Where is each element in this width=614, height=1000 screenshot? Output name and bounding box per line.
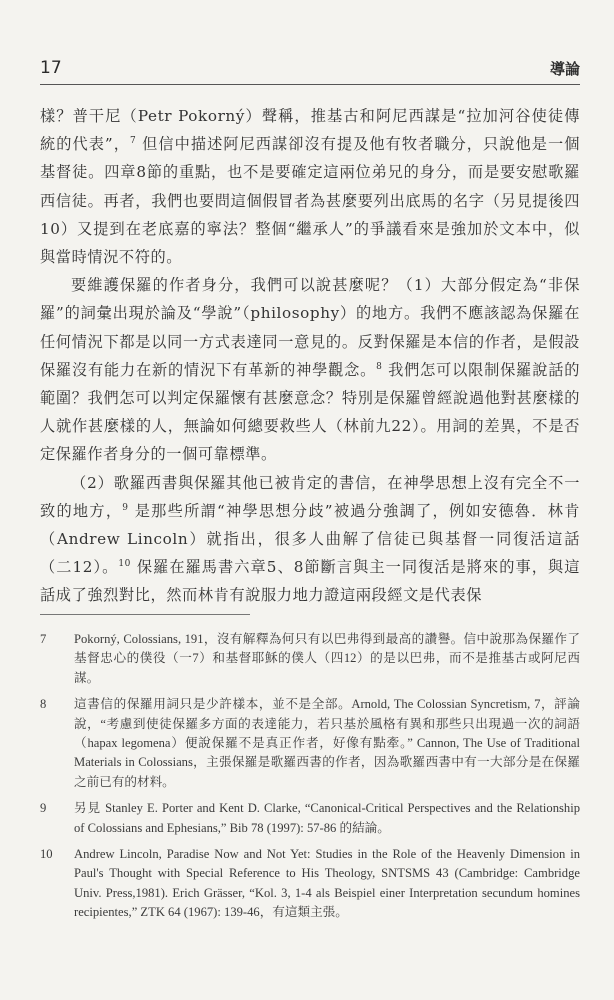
footnote-number: 7 bbox=[40, 632, 47, 646]
running-head: 導論 bbox=[549, 60, 580, 78]
body-paragraph bbox=[40, 102, 580, 271]
footnote-number: 10 bbox=[40, 847, 53, 862]
footnote-reference[interactable]: 9 bbox=[122, 502, 129, 513]
body-text bbox=[40, 102, 580, 610]
body-text-segment: 樣？普干尼（Petr Pokorný）聲稱，推基古和阿尼西謀是“拉加河谷使徒傳統的代表”， bbox=[40, 107, 580, 154]
footnote-separator bbox=[40, 614, 250, 615]
body-paragraph bbox=[40, 271, 580, 468]
body-text-segment: 要維護保羅的作者身分，我們可以說甚麼呢？（1）大部分假定為“非保羅”的詞彙出現於論及“學說”（philosophy）的地方。我們不應該認為保羅在任何情況下都是以同一方式表達同一意見的。反對保羅是本信的作者，是假設保羅沒有能力在新的情況下有革新的神學觀念。 bbox=[40, 276, 580, 379]
footnote-number: 8 bbox=[40, 697, 47, 712]
footnote bbox=[40, 845, 580, 923]
footnote bbox=[40, 695, 580, 792]
footnote-text: Pokorný, Colossians, 191，沒有解釋為何只有以巴弗得到最高的讚譽。信中說那為保羅作了基督忠心的僕役（一7）和基督耶穌的僕人（四12）的是以巴弗，而不是推基古或阿尼西謀。 bbox=[74, 632, 580, 685]
footnote-number: 9 bbox=[40, 801, 47, 816]
page-header bbox=[40, 58, 580, 80]
footnote-text: 這書信的保羅用詞只是少許樣本，並不是全部。Arnold, The Colossian Syncretism, 7，評論說，“考慮到使徒保羅多方面的表達能力，若只基於風格有異和那些只出現過一次的詞語（hapax legomena）便說保羅不是真正作者，好像有點牽。” Cannon, The Use of Traditional Materials in Colossians，主張保羅是歌羅西書的作者，因為歌羅西書中有一大部分是在保羅之前已有的材料。 bbox=[74, 697, 580, 789]
footnote bbox=[40, 799, 580, 838]
footnote-text: Andrew Lincoln, Paradise Now and Not Yet: Studies in the Role of the Heavenly Dimension in Paul's Thought with Special Reference to His Theology, SNTSMS 43 (Cambridge: Cambridge Univ. Press,1981). Erich Grässer, “Kol. 3, 1-4 als Beispiel einer Interpretation secundum homines recipientes,” ZTK 64 (1967): 139-46，有這類主張。 bbox=[74, 847, 580, 920]
body-text-segment: （2）歌羅西書與保羅其他已被肯定的書信，在神學思想上沒有完全不一致的地方， bbox=[40, 473, 580, 520]
header-rule bbox=[40, 84, 580, 85]
body-text-segment: 保羅在羅馬書六章5、8節斷言與主一同復活是將來的事，與這話成了強烈對比，然而林肯有說服力地力證這兩段經文是代表保 bbox=[40, 558, 580, 605]
body-text-segment: 我們怎可以限制保羅說話的範圍？我們怎可以判定保羅懷有甚麼意念？特別是保羅曾經說過他對甚麼樣的人就作甚麼樣的人，無論如何總要救些人（林前九22）。用詞的差異，不是否定保羅作者身分的一個可靠標準。 bbox=[40, 360, 580, 464]
body-paragraph bbox=[40, 469, 580, 610]
body-text-segment: 是那些所謂“神學思想分歧”被過分強調了，例如安德魯．林肯（Andrew Lincoln）就指出，很多人曲解了信徒已與基督一同復活這話（二12）。 bbox=[40, 501, 581, 577]
footnote-reference[interactable]: 7 bbox=[129, 136, 137, 147]
page-number: 17 bbox=[40, 58, 62, 78]
footnote-reference[interactable]: 10 bbox=[118, 559, 131, 570]
footnote-reference[interactable]: 8 bbox=[376, 361, 383, 372]
footnote-text: 另見 Stanley E. Porter and Kent D. Clarke, “Canonical-Critical Perspectives and the Relationship of Colossians and Ephesians,” Bib 78 (1997): 57-86 的結論。 bbox=[74, 801, 580, 835]
footnote bbox=[40, 630, 580, 688]
footnotes bbox=[40, 630, 580, 930]
body-text-segment: 但信中描述阿尼西謀卻沒有提及他有牧者職分，只說他是一個基督徒。四章8節的重點，也不是要確定這兩位弟兄的身分，而是要安慰歌羅西信徒。再者，我們也要問這個假冒者為甚麼要列出底馬的名字（另見提後四10）又提到在老底嘉的寧法？整個“繼承人”的爭議看來是強加於文本中，似與當時情況不符的。 bbox=[40, 135, 580, 267]
